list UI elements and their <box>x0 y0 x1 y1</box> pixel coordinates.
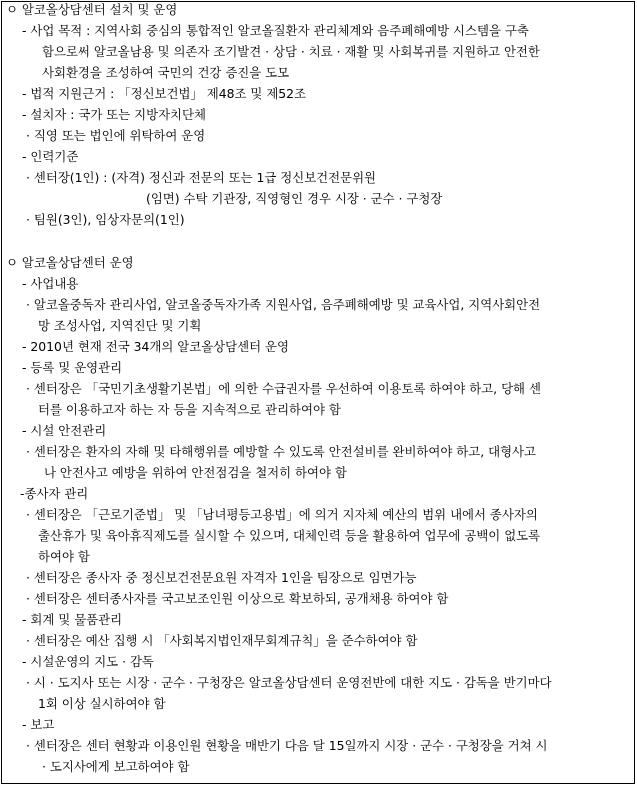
document-line: - 사업 목적 : 지역사회 중심의 통합적인 알코올질환자 관리체계와 음주폐해예방 시스템을 구축 <box>22 23 529 38</box>
document-line: 사회환경을 조성하여 국민의 건강 증진을 도모 <box>42 65 290 80</box>
document-line: - 회계 및 물품관리 <box>22 612 123 627</box>
document-line: - 설치자 : 국가 또는 지방자치단체 <box>22 107 206 122</box>
document-line: 출산휴가 및 육아휴직제도를 실시할 수 있으며, 대체인력 등을 활용하여 업무에 공백이 없도록 <box>38 528 541 543</box>
document-line: - 법적 지원근거 : 「정신보건법」 제48조 및 제52조 <box>22 86 307 101</box>
document-line: - 보고 <box>22 717 55 732</box>
document-line: - 시설운영의 지도 · 감독 <box>22 654 154 669</box>
document-line: - 사업내용 <box>22 276 79 291</box>
document-line: · 센터장은 「근로기준법」 및 「남녀평등고용법」에 의거 지자체 예산의 범위 내에서 종사자의 <box>26 507 538 522</box>
document-line: · 센터장은 종사자 중 정신보건전문요원 자격자 1인을 팀장으로 임면가능 <box>26 570 417 585</box>
document-line: · 시 · 도지사 또는 시장 · 군수 · 구청장은 알코올상담센터 운영전반에 대한 지도 · 감독을 반기마다 <box>26 675 552 690</box>
document-line: -종사자 관리 <box>20 486 89 501</box>
document-line: ㅇ 알코올상담센터 설치 및 운영 <box>6 2 178 17</box>
document-line: ㅇ 알코올상담센터 운영 <box>6 255 134 270</box>
document-line: 망 조성사업, 지역진단 및 기획 <box>38 318 202 333</box>
document-line: · 알코올중독자 관리사업, 알코올중독자가족 지원사업, 음주폐해예방 및 교육사업, 지역사회안전 <box>26 297 541 312</box>
document-line: - 2010년 현재 전국 34개의 알코올상담센터 운영 <box>22 339 289 354</box>
document-line: - 등록 및 운영관리 <box>22 360 123 375</box>
document-line: · 팀원(3인), 임상자문의(1인) <box>26 212 185 227</box>
document-line: · 직영 또는 법인에 위탁하여 운영 <box>26 128 206 143</box>
document-line: · 센터장은 환자의 자해 및 타해행위를 예방할 수 있도록 안전설비를 완비하여야 하고, 대형사고 <box>26 444 536 459</box>
document-line: (임면) 수탁 기관장, 직영형인 경우 시장 · 군수 · 구청장 <box>146 191 443 206</box>
document-line: · 센터장(1인) : (자격) 정신과 전문의 또는 1급 정신보건전문위원 <box>26 170 377 185</box>
document-page <box>1 1 635 784</box>
document-line: 함으로써 알코올남용 및 의존자 조기발견 · 상담 · 치료 · 재활 및 사회복귀를 지원하고 안전한 <box>42 44 540 59</box>
document-line: 하여야 함 <box>38 549 90 564</box>
document-line: · 센터장은 「국민기초생활기본법」에 의한 수급권자를 우선하여 이용토록 하여야 하고, 당해 센 <box>26 381 541 396</box>
document-line: · 센터장은 센터종사자를 국고보조인원 이상으로 확보하되, 공개채용 하여야 함 <box>26 591 449 606</box>
document-line: · 도지사에게 보고하여야 함 <box>42 759 190 774</box>
document-line: - 인력기준 <box>22 149 79 164</box>
document-line: 나 안전사고 예방을 위하여 안전점검을 철저히 하여야 함 <box>44 465 347 480</box>
document-line: 터를 이용하고자 하는 자 등을 지속적으로 관리하여야 함 <box>38 402 341 417</box>
document-line: - 시설 안전관리 <box>22 423 107 438</box>
document-line: 1회 이상 실시하여야 함 <box>38 696 166 711</box>
document-line: · 센터장은 센터 현황과 이용인원 현황을 매반기 다음 달 15일까지 시장 · 군수 · 구청장을 거쳐 시 <box>26 738 548 753</box>
document-line: · 센터장은 예산 집행 시 「사회복지법인재무회계규칙」을 준수하여야 함 <box>26 633 418 648</box>
